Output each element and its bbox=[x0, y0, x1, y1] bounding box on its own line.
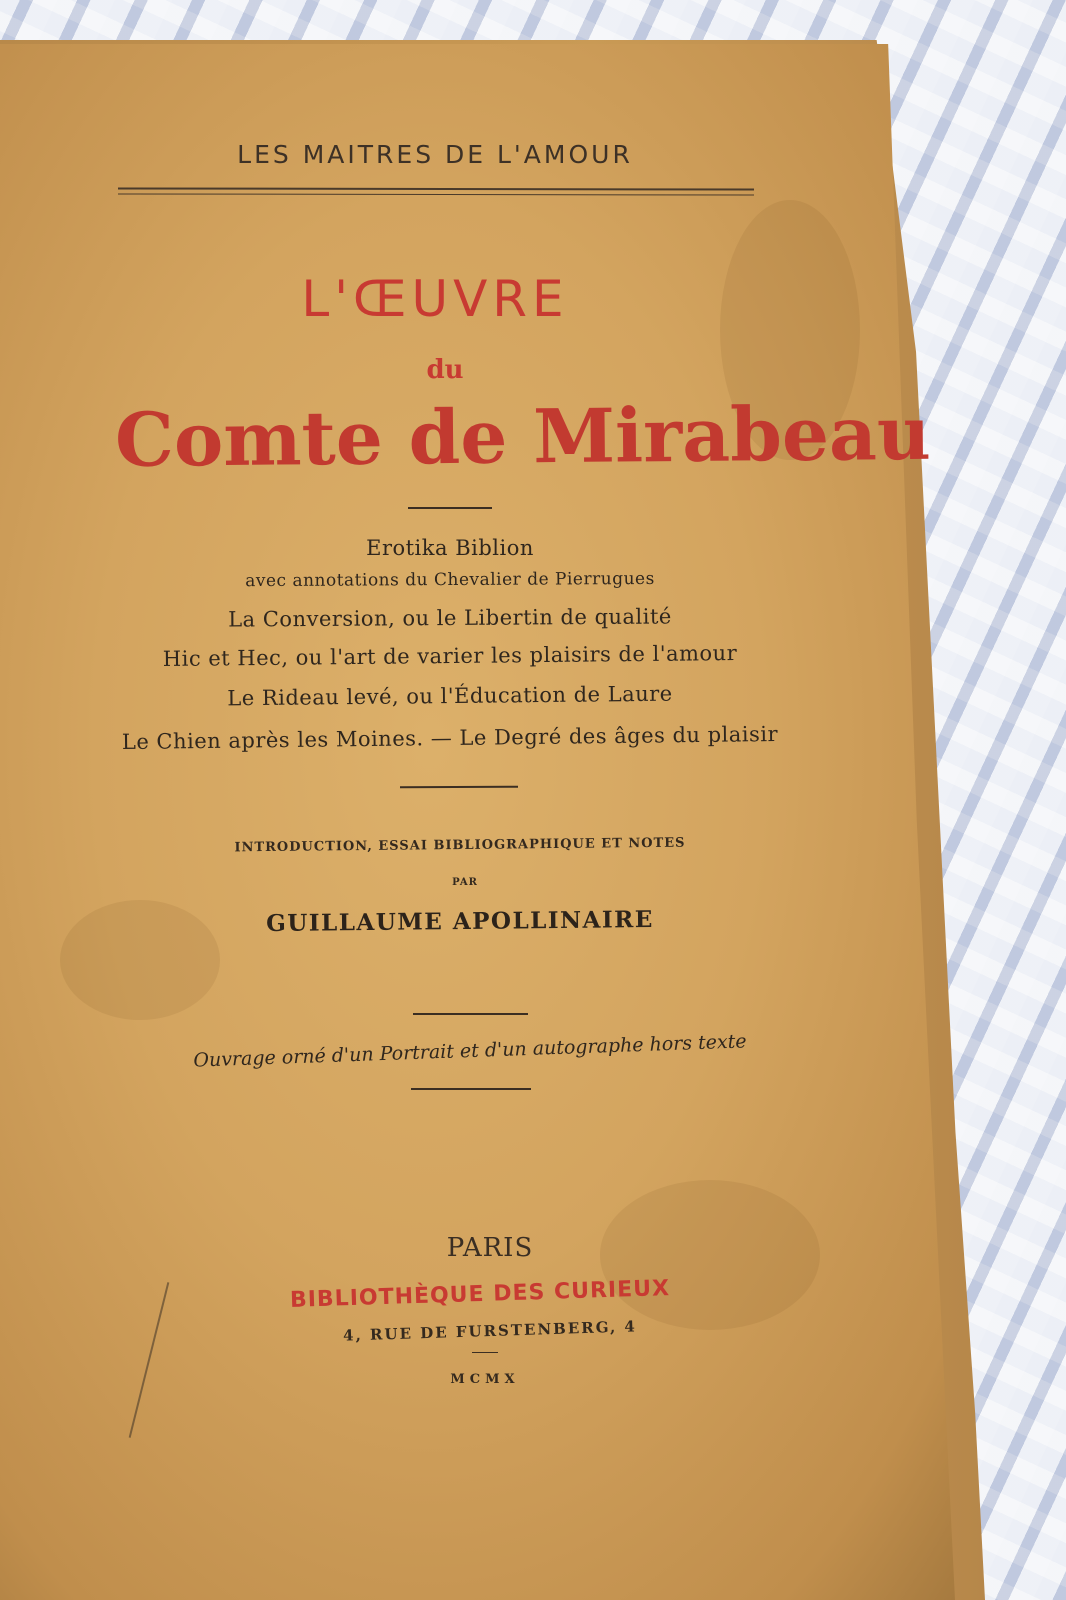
short-rule bbox=[400, 786, 518, 789]
title-author-name: Comte de Mirabeau bbox=[114, 390, 932, 484]
publication-city: PARIS bbox=[446, 1233, 534, 1263]
publisher-name: BIBLIOTHÈQUE DES CURIEUX bbox=[289, 1276, 671, 1313]
publication-year: MCMX bbox=[450, 1372, 520, 1387]
work-title: Erotika Biblion bbox=[366, 536, 534, 560]
short-rule bbox=[413, 1013, 528, 1015]
short-rule bbox=[408, 507, 492, 509]
work-title: Hic et Hec, ou l'art de varier les plaisirs de l'amour bbox=[162, 640, 738, 672]
publisher-address: 4, RUE DE FURSTENBERG, 4 bbox=[342, 1317, 638, 1345]
paper-stain bbox=[60, 900, 220, 1020]
work-title: La Conversion, ou le Libertin de qualité bbox=[228, 604, 672, 632]
title-oeuvre: L'ŒUVRE bbox=[301, 270, 569, 328]
work-title: Le Chien après les Moines. — Le Degré des âges du plaisir bbox=[121, 721, 779, 755]
double-rule bbox=[118, 187, 754, 195]
par-label: PAR bbox=[452, 877, 478, 888]
series-title: LES MAITRES DE L'AMOUR bbox=[237, 140, 633, 169]
editor-name: GUILLAUME APOLLINAIRE bbox=[265, 905, 655, 938]
title-du: du bbox=[426, 355, 464, 385]
work-subtitle: avec annotations du Chevalier de Pierrugues bbox=[245, 568, 655, 592]
work-title: Le Rideau levé, ou l'Éducation de Laure bbox=[227, 681, 673, 711]
pencil-mark bbox=[129, 1282, 170, 1438]
tiny-rule bbox=[472, 1352, 498, 1353]
paper-stain bbox=[600, 1180, 820, 1330]
ornament-note: Ouvrage orné d'un Portrait et d'un autographe hors texte bbox=[193, 1030, 747, 1072]
introduction-line: INTRODUCTION, ESSAI BIBLIOGRAPHIQUE ET NOTES bbox=[234, 835, 686, 856]
short-rule bbox=[411, 1088, 531, 1090]
